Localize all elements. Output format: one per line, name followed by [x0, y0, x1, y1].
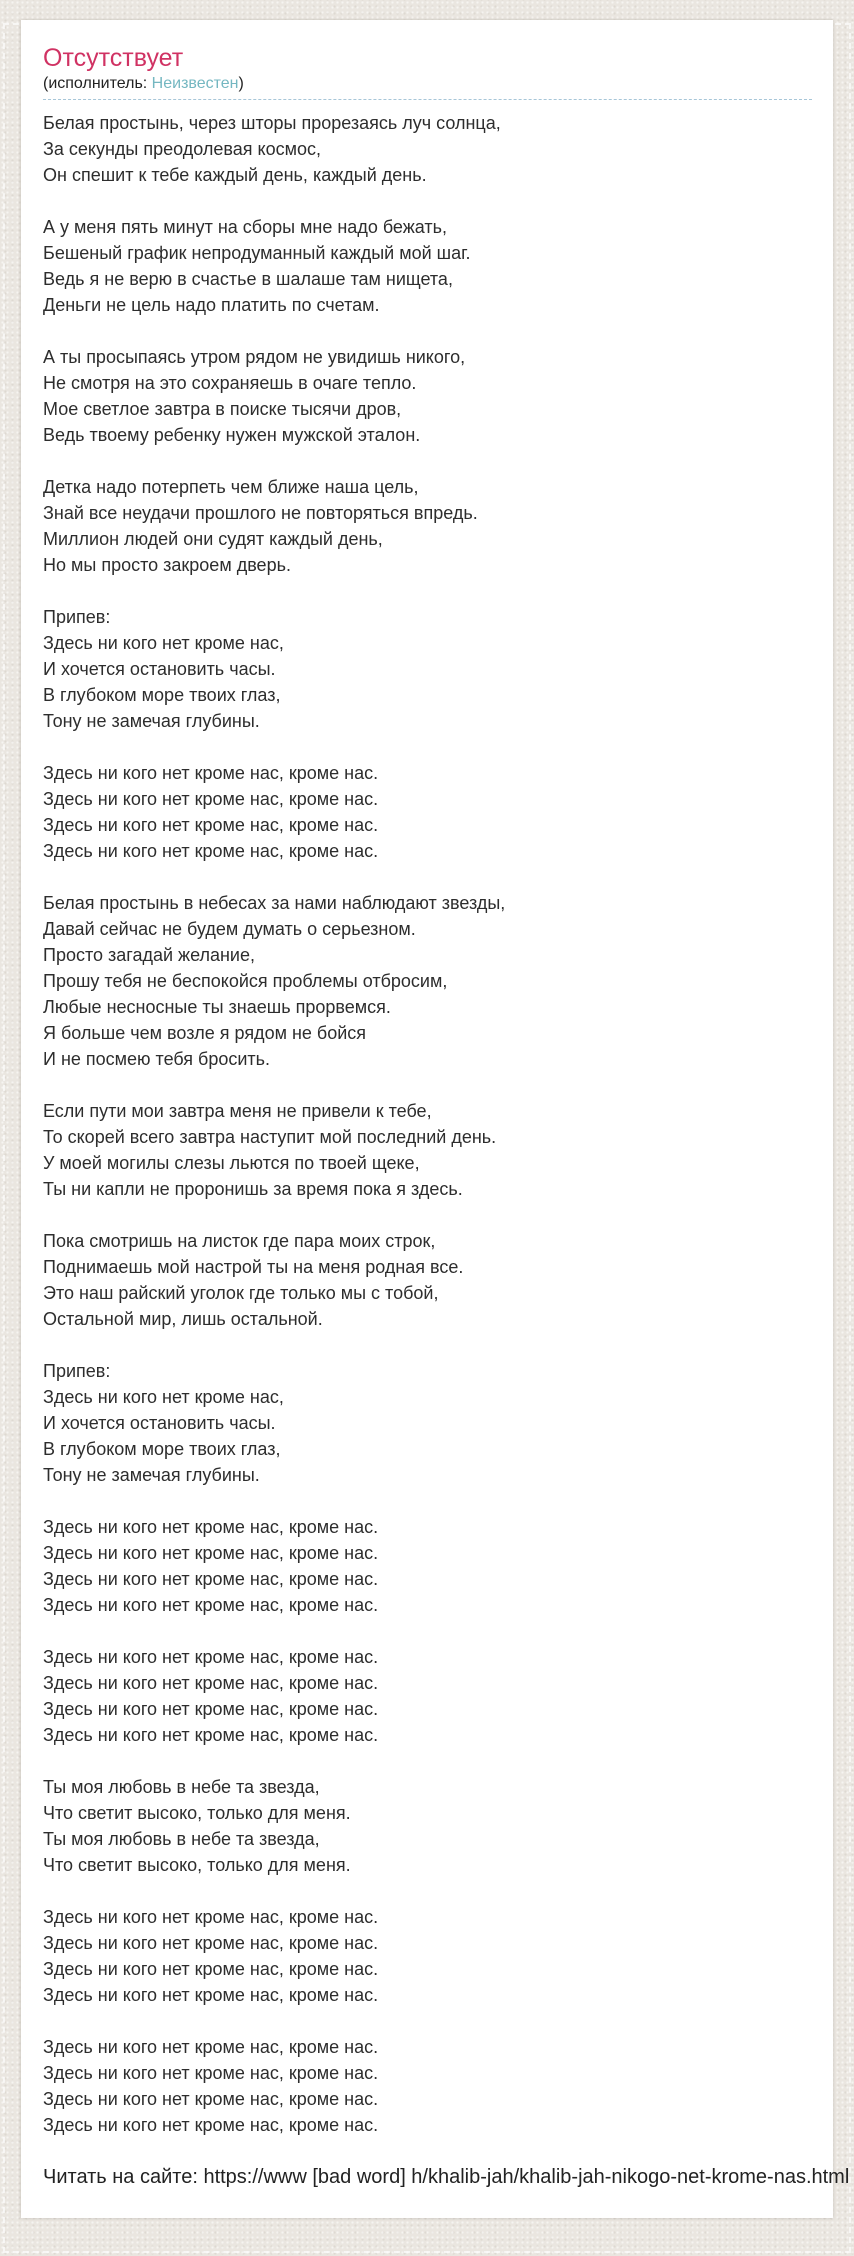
lyric-line: Пока смотришь на листок где пара моих строк,	[43, 1231, 436, 1251]
lyric-line: Прошу тебя не беспокойся проблемы отбросим,	[43, 971, 448, 991]
lyric-line: Здесь ни кого нет кроме нас, кроме нас.	[43, 1569, 379, 1589]
lyric-line: Знай все неудачи прошлого не повторяться впредь.	[43, 503, 478, 523]
lyric-line: В глубоком море твоих глаз,	[43, 1439, 281, 1459]
lyric-line: Здесь ни кого нет кроме нас, кроме нас.	[43, 2063, 379, 2083]
lyric-line: Здесь ни кого нет кроме нас, кроме нас.	[43, 1699, 379, 1719]
lyric-line: Здесь ни кого нет кроме нас, кроме нас.	[43, 1985, 379, 2005]
lyric-line: Здесь ни кого нет кроме нас,	[43, 1387, 284, 1407]
lyric-line: Здесь ни кого нет кроме нас, кроме нас.	[43, 1933, 379, 1953]
lyric-line: Здесь ни кого нет кроме нас, кроме нас.	[43, 841, 379, 861]
stanza	[43, 2034, 812, 2138]
artist-line	[43, 74, 812, 100]
lyric-line: Если пути мои завтра меня не привели к тебе,	[43, 1101, 432, 1121]
lyrics	[43, 110, 812, 2138]
lyric-line: Тону не замечая глубины.	[43, 711, 260, 731]
lyric-line: Ты моя любовь в небе та звезда,	[43, 1829, 320, 1849]
lyric-line: Тону не замечая глубины.	[43, 1465, 260, 1485]
lyric-line: Но мы просто закроем дверь.	[43, 555, 291, 575]
lyric-line: Здесь ни кого нет кроме нас, кроме нас.	[43, 1647, 379, 1667]
lyric-line: Здесь ни кого нет кроме нас, кроме нас.	[43, 1517, 379, 1537]
artist-label-suffix: )	[238, 75, 244, 92]
lyric-line: И хочется остановить часы.	[43, 659, 276, 679]
page-background	[0, 20, 854, 2256]
lyric-line: Здесь ни кого нет кроме нас, кроме нас.	[43, 1543, 379, 1563]
stanza	[43, 760, 812, 864]
lyric-line: Здесь ни кого нет кроме нас, кроме нас.	[43, 763, 379, 783]
stanza	[43, 1774, 812, 1878]
lyric-line: Детка надо потерпеть чем ближе наша цель,	[43, 477, 419, 497]
stanza	[43, 1514, 812, 1618]
footer-source-note: Читать на сайте: https://www [bad word] h/khalib-jah/khalib-jah-nikogo-net-krome-nas.html	[43, 2166, 850, 2188]
lyric-line: Припев:	[43, 607, 111, 627]
lyric-line: Здесь ни кого нет кроме нас,	[43, 633, 284, 653]
artist-label-prefix: (исполнитель:	[43, 75, 152, 92]
lyric-line: У моей могилы слезы льются по твоей щеке,	[43, 1153, 420, 1173]
lyric-line: Ты моя любовь в небе та звезда,	[43, 1777, 320, 1797]
lyric-line: За секунды преодолевая космос,	[43, 139, 321, 159]
lyric-line: Ведь твоему ребенку нужен мужской эталон.	[43, 425, 421, 445]
lyric-line: Здесь ни кого нет кроме нас, кроме нас.	[43, 2089, 379, 2109]
lyric-line: Давай сейчас не будем думать о серьезном.	[43, 919, 416, 939]
lyric-line: Ты ни капли не проронишь за время пока я здесь.	[43, 1179, 463, 1199]
lyric-line: В глубоком море твоих глаз,	[43, 685, 281, 705]
lyric-line: Здесь ни кого нет кроме нас, кроме нас.	[43, 815, 379, 835]
lyric-line: Поднимаешь мой настрой ты на меня родная все.	[43, 1257, 464, 1277]
lyric-line: Что светит высоко, только для меня.	[43, 1803, 351, 1823]
stanza	[43, 604, 812, 734]
lyric-line: Белая простынь, через шторы прорезаясь луч солнца,	[43, 113, 501, 133]
lyric-line: Здесь ни кого нет кроме нас, кроме нас.	[43, 789, 379, 809]
stanza	[43, 1358, 812, 1488]
lyric-line: Это наш райский уголок где только мы с тобой,	[43, 1283, 439, 1303]
lyric-line: Припев:	[43, 1361, 111, 1381]
lyric-line: Миллион людей они судят каждый день,	[43, 529, 383, 549]
content-card	[21, 20, 850, 2218]
lyric-line: Здесь ни кого нет кроме нас, кроме нас.	[43, 1959, 379, 1979]
lyric-line: Остальной мир, лишь остальной.	[43, 1309, 323, 1329]
lyric-line: Здесь ни кого нет кроме нас, кроме нас.	[43, 2115, 379, 2135]
lyric-line: А у меня пять минут на сборы мне надо бежать,	[43, 217, 448, 237]
stanza	[43, 110, 812, 188]
stanza	[43, 890, 812, 1072]
lyric-line: Деньги не цель надо платить по счетам.	[43, 295, 380, 315]
lyric-line: Что светит высоко, только для меня.	[43, 1855, 351, 1875]
lyric-line: Здесь ни кого нет кроме нас, кроме нас.	[43, 1907, 379, 1927]
lyric-line: И не посмею тебя бросить.	[43, 1049, 271, 1069]
lyric-line: Просто загадай желание,	[43, 945, 256, 965]
lyric-line: Здесь ни кого нет кроме нас, кроме нас.	[43, 1595, 379, 1615]
lyric-line: Бешеный график непродуманный каждый мой шаг.	[43, 243, 471, 263]
lyric-line: Ведь я не верю в счастье в шалаше там нищета,	[43, 269, 453, 289]
lyric-line: Не смотря на это сохраняешь в очаге тепло.	[43, 373, 417, 393]
artist-link[interactable]: Неизвестен	[151, 75, 239, 92]
stanza	[43, 344, 812, 448]
lyric-line: Я больше чем возле я рядом не бойся	[43, 1023, 367, 1043]
stanza	[43, 1644, 812, 1748]
lyric-line: Мое светлое завтра в поиске тысячи дров,	[43, 399, 402, 419]
lyric-line: То скорей всего завтра наступит мой последний день.	[43, 1127, 497, 1147]
lyric-line: Здесь ни кого нет кроме нас, кроме нас.	[43, 1725, 379, 1745]
stanza	[43, 214, 812, 318]
stanza	[43, 1904, 812, 2008]
lyric-line: А ты просыпаясь утром рядом не увидишь никого,	[43, 347, 466, 367]
stanza	[43, 1228, 812, 1332]
lyric-line: Он спешит к тебе каждый день, каждый день.	[43, 165, 427, 185]
stanza	[43, 474, 812, 578]
lyric-line: Любые несносные ты знаешь прорвемся.	[43, 997, 391, 1017]
page-title: Отсутствует	[43, 44, 184, 72]
lyric-line: Белая простынь в небесах за нами наблюдают звезды,	[43, 893, 506, 913]
lyric-line: Здесь ни кого нет кроме нас, кроме нас.	[43, 2037, 379, 2057]
stanza	[43, 1098, 812, 1202]
lyric-line: Здесь ни кого нет кроме нас, кроме нас.	[43, 1673, 379, 1693]
lyric-line: И хочется остановить часы.	[43, 1413, 276, 1433]
